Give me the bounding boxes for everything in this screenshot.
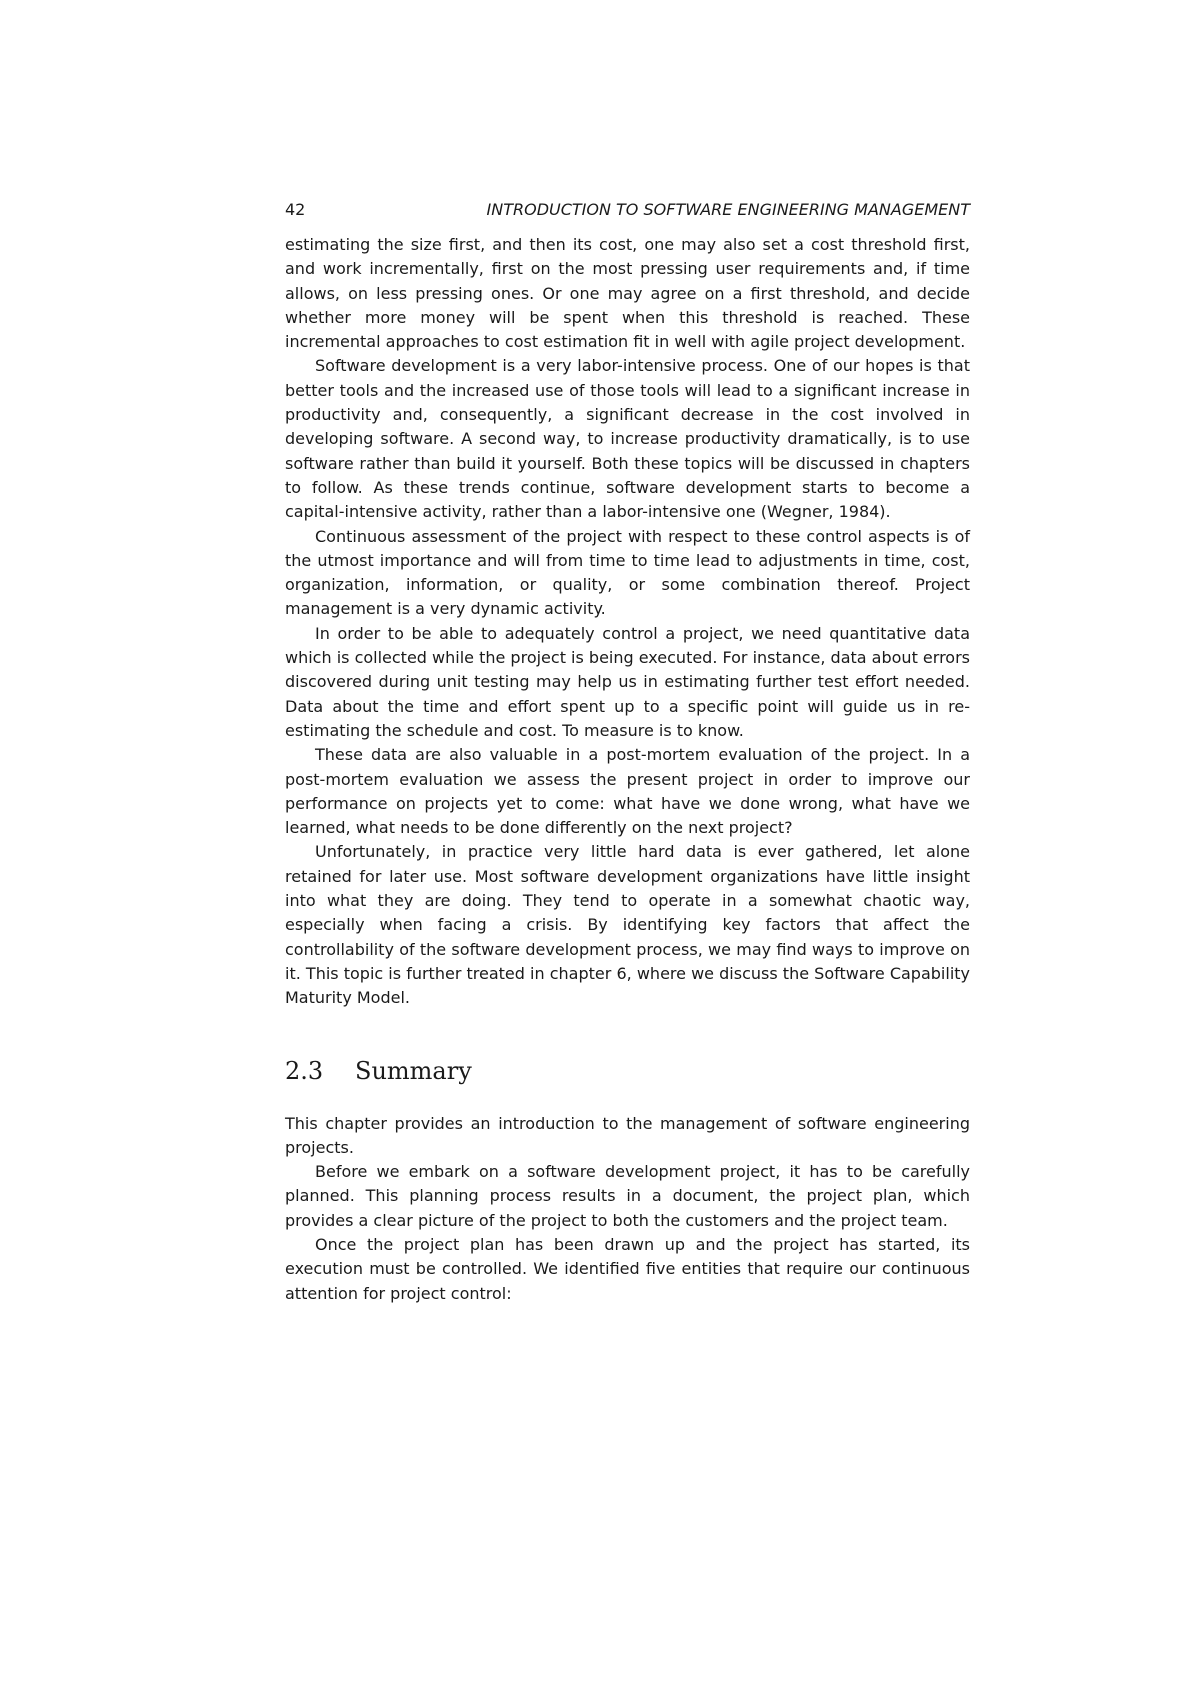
running-head (285, 200, 970, 220)
section-heading (285, 1056, 970, 1086)
paragraph: In order to be able to adequately control a project, we need quantitative data which is collected while the project is being executed. For instance, data about errors discovered during unit testing may help us in estimating further test effort needed. Data about the time and effort spent up to a specific point will guide us in re-estimating the schedule and cost. To measure is to know. (285, 623, 970, 740)
paragraph: Once the project plan has been drawn up and the project has started, its execution must be controlled. We identified five entities that require our continuous attention for project control: (285, 1234, 970, 1303)
body-text (285, 233, 970, 1306)
paragraph: These data are also valuable in a post-mortem evaluation of the project. In a post-mortem evaluation we assess the present project in order to improve our performance on projects yet to come: what have we done wrong, what have we learned, what needs to be done differently on the next project? (285, 745, 970, 838)
paragraph: estimating the size first, and then its cost, one may also set a cost threshold first, and work incrementally, first on the most pressing user requirements and, if time allows, on less pressing ones. Or one may agree on a first threshold, and decide whether more money will be spent when this threshold is reached. These incremental approaches to cost estimation fit in well with agile project development. (285, 235, 970, 352)
paragraph: This chapter provides an introduction to the management of software engineering projects. (285, 1113, 970, 1157)
paragraph: Unfortunately, in practice very little hard data is ever gathered, let alone retained for later use. Most software development organizations have little insight into what they are doing. They tend to operate in a somewhat chaotic way, especially when facing a crisis. By identifying key factors that affect the controllability of the software development process, we may find ways to improve on it. This topic is further treated in chapter 6, where we discuss the Software Capability Maturity Model. (285, 842, 970, 1008)
paragraph: Continuous assessment of the project with respect to these control aspects is of the utmost importance and will from time to time lead to adjustments in time, cost, organization, information, or quality, or some combination thereof. Project management is a very dynamic activity. (285, 526, 970, 619)
page-number: 42 (285, 200, 306, 219)
paragraph: Software development is a very labor-intensive process. One of our hopes is that better tools and the increased use of those tools will lead to a significant increase in productivity and, consequently, a significant decrease in the cost involved in developing software. A second way, to increase productivity dramatically, is to use software rather than build it yourself. Both these topics will be discussed in chapters to follow. As these trends continue, software development starts to become a capital-intensive activity, rather than a labor-intensive one (Wegner, 1984). (285, 356, 970, 522)
section-title: Summary (355, 1056, 472, 1085)
book-page (285, 200, 970, 1306)
section-number: 2.3 (285, 1056, 324, 1085)
running-title: INTRODUCTION TO SOFTWARE ENGINEERING MANAGEMENT (486, 200, 970, 219)
paragraph: Before we embark on a software development project, it has to be carefully planned. This planning process results in a document, the project plan, which provides a clear picture of the project to both the customers and the project team. (285, 1162, 970, 1230)
